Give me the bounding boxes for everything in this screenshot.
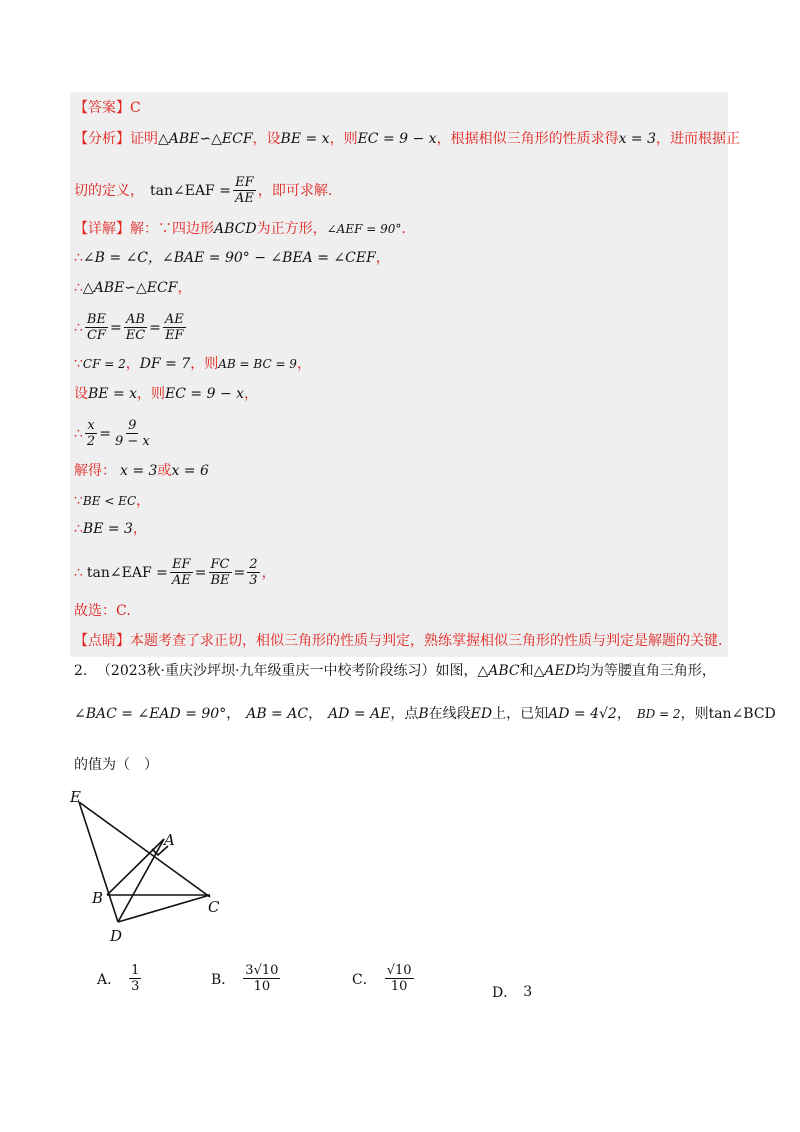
segment-ad: [118, 839, 164, 922]
text: ，: [261, 564, 276, 581]
numerator: BE: [86, 312, 106, 327]
math: EC = 9 − x: [357, 131, 437, 147]
answer-value: C: [130, 100, 141, 116]
math: △AED: [533, 663, 576, 679]
math: B: [418, 706, 429, 722]
text: ，则: [137, 386, 166, 402]
detail-line-1: [74, 219, 406, 239]
math: AD = 4√2: [548, 706, 617, 722]
text: ，: [244, 386, 259, 402]
text: ，则: [329, 131, 358, 147]
comment-label: 【点睛】: [74, 633, 130, 649]
text: ，: [226, 706, 241, 722]
therefore: ∴: [74, 250, 83, 266]
text: .: [401, 221, 406, 237]
numerator: 1: [131, 963, 140, 978]
denominator: AE: [234, 191, 254, 206]
text: 切的定义，: [74, 182, 144, 199]
comment-line: [74, 631, 722, 651]
label-b: B: [92, 889, 104, 907]
text: 证明: [130, 131, 158, 147]
detail-line-9: [74, 491, 150, 511]
because: ∵: [74, 493, 83, 509]
fraction: [170, 557, 193, 588]
label-c: C: [208, 898, 220, 916]
fraction: [85, 312, 108, 343]
text: 在线段: [428, 706, 471, 722]
denominator: 3: [131, 979, 140, 994]
math: AD = AE: [328, 706, 391, 722]
text: ，: [616, 706, 631, 722]
text: ，设: [252, 131, 281, 147]
text: ，: [132, 521, 147, 537]
choice-label: C．: [352, 971, 377, 988]
question-line-1: [74, 661, 716, 681]
therefore: ∴: [74, 425, 83, 442]
text: ，: [177, 280, 192, 296]
analysis-line-2: [74, 175, 332, 206]
choice-label: B．: [211, 971, 236, 988]
detail-line-12: [74, 601, 131, 621]
text: 均为等腰直角三角形，: [575, 663, 716, 679]
detail-line-10: [74, 519, 147, 539]
text: ，则: [190, 356, 219, 372]
question-number: 2．: [74, 663, 97, 679]
detail-line-2: [74, 248, 390, 268]
text: ，: [308, 706, 323, 722]
text: ，点: [390, 706, 419, 722]
math: tan∠BCD: [708, 706, 776, 722]
math: BE < EC: [82, 494, 137, 508]
fraction: [209, 557, 232, 588]
text: 或: [157, 463, 172, 479]
therefore: ∴: [74, 564, 83, 581]
numerator: EF: [172, 557, 191, 572]
numerator: EF: [235, 175, 254, 190]
denominator: CF: [86, 328, 106, 343]
therefore: ∴: [74, 521, 83, 537]
denominator: 9 − x: [114, 434, 150, 449]
text: 解得：: [74, 463, 116, 479]
math: BD = 2: [636, 707, 681, 721]
analysis-label: 【分析】: [74, 131, 130, 147]
question-line-2: [74, 704, 776, 724]
numerator: FC: [210, 557, 230, 572]
choice-value: 3: [523, 984, 533, 1000]
math: tan∠EAF =: [86, 564, 168, 581]
denominator: 10: [253, 979, 271, 994]
segment-ab: [107, 839, 164, 895]
fraction: [385, 963, 414, 994]
denominator: EF: [165, 328, 184, 343]
text: ，进而根据正: [656, 131, 741, 147]
comment-text: 本题考查了求正切，相似三角形的性质与判定，熟练掌握相似三角形的性质与判定是解题的关键.: [130, 633, 723, 649]
because: ∵: [74, 356, 83, 372]
detail-line-4: ∴ $\frac{BE}{CF}$ = $\frac{AB}{EC}$ = $\frac{AE}{EF}$: [74, 312, 184, 343]
detail-line-6: [74, 384, 258, 404]
choice-a[interactable]: [97, 963, 143, 994]
answer-label: 【答案】: [74, 100, 130, 116]
numerator: x: [87, 418, 95, 433]
numerator: AE: [164, 312, 184, 327]
question-line-3: [74, 755, 158, 775]
numerator: √10: [386, 963, 412, 978]
analysis-line-1: [74, 129, 740, 149]
choice-label: A．: [97, 971, 122, 988]
fraction: [247, 557, 259, 588]
math: EC = 9 − x: [165, 386, 245, 402]
fraction: [233, 175, 256, 206]
numerator: AB: [125, 312, 145, 327]
segment-dc: [118, 895, 210, 922]
math: x = 3: [120, 463, 158, 479]
detail-line-11: ∴ tan∠EAF = $\frac{EF}{AE}$ = $\frac{FC}{BE}$ = $\frac{2}{3}$ ，: [74, 557, 276, 588]
denominator: EC: [125, 328, 146, 343]
text: 故选：C.: [74, 603, 131, 619]
denominator: AE: [171, 573, 191, 588]
detail-label: 【详解】: [74, 221, 130, 237]
math: AB = AC: [246, 706, 309, 722]
numerator: 3√10: [245, 963, 279, 978]
geometry-figure: [60, 785, 240, 950]
text: ，根据相似三角形的性质求得: [436, 131, 619, 147]
therefore: ∴: [74, 319, 83, 336]
math: ED: [470, 706, 493, 722]
choice-c[interactable]: [352, 963, 416, 994]
math: △ABC: [477, 663, 520, 679]
math: ∠B = ∠C，∠BAE = 90° − ∠BEA = ∠CEF: [82, 250, 376, 266]
text: ，: [375, 250, 390, 266]
math: x = 3: [618, 131, 657, 147]
math: x = 6: [171, 463, 209, 479]
text: 上，已知: [492, 706, 549, 722]
label-a: A: [164, 831, 175, 849]
text: ，: [296, 356, 311, 372]
math: △ABE∽△ECF: [158, 131, 253, 147]
math: ABCD: [214, 221, 257, 237]
label-e: E: [70, 788, 81, 806]
math: ∠BAC = ∠EAD = 90°: [74, 706, 227, 722]
text: ，: [136, 493, 151, 509]
text: 设: [74, 386, 88, 402]
denominator: 10: [390, 979, 408, 994]
label-d: D: [110, 927, 123, 945]
numerator: 9: [128, 418, 137, 433]
question-source: （2023秋·重庆沙坪坝·九年级重庆一中校考阶段练习）如图，: [96, 663, 478, 679]
fraction: [163, 312, 186, 343]
choice-b[interactable]: [211, 963, 282, 994]
numerator: 2: [249, 557, 258, 572]
text: 的值为（ ）: [74, 757, 158, 773]
denominator: 3: [249, 573, 258, 588]
choice-label: D．: [492, 985, 518, 1001]
text: ，: [125, 356, 140, 372]
fraction: [129, 963, 141, 994]
fraction: [113, 418, 152, 449]
therefore: ∴: [74, 280, 83, 296]
text: ，即可求解.: [257, 182, 333, 199]
math: BE = 3: [82, 521, 133, 537]
text: 解：∵四边形: [130, 221, 214, 237]
math: AB = BC = 9: [218, 357, 297, 371]
math: tan∠EAF =: [150, 182, 231, 199]
detail-line-5: [74, 354, 311, 374]
text: 和: [519, 663, 534, 679]
denominator: 2: [86, 434, 96, 449]
fraction: [243, 963, 280, 994]
detail-line-3: [74, 278, 191, 298]
detail-line-7: ∴ $\frac{x}{2}$ = $\frac{9}{9 - x}$: [74, 418, 150, 449]
fraction: [124, 312, 147, 343]
math: DF = 7: [139, 356, 191, 372]
text: 为正方形，: [256, 221, 327, 237]
math: CF = 2: [82, 357, 126, 371]
fraction: [85, 418, 97, 449]
math: BE = x: [280, 131, 330, 147]
text: ，则: [680, 706, 709, 722]
denominator: BE: [210, 573, 230, 588]
answer-line: [74, 98, 141, 118]
detail-line-8: [74, 461, 209, 481]
choice-d[interactable]: [492, 982, 532, 1002]
math: △ABE∽△ECF: [82, 280, 178, 296]
math: ∠AEF = 90°: [326, 222, 402, 236]
segment-ec: [79, 802, 210, 897]
math: BE = x: [88, 386, 138, 402]
